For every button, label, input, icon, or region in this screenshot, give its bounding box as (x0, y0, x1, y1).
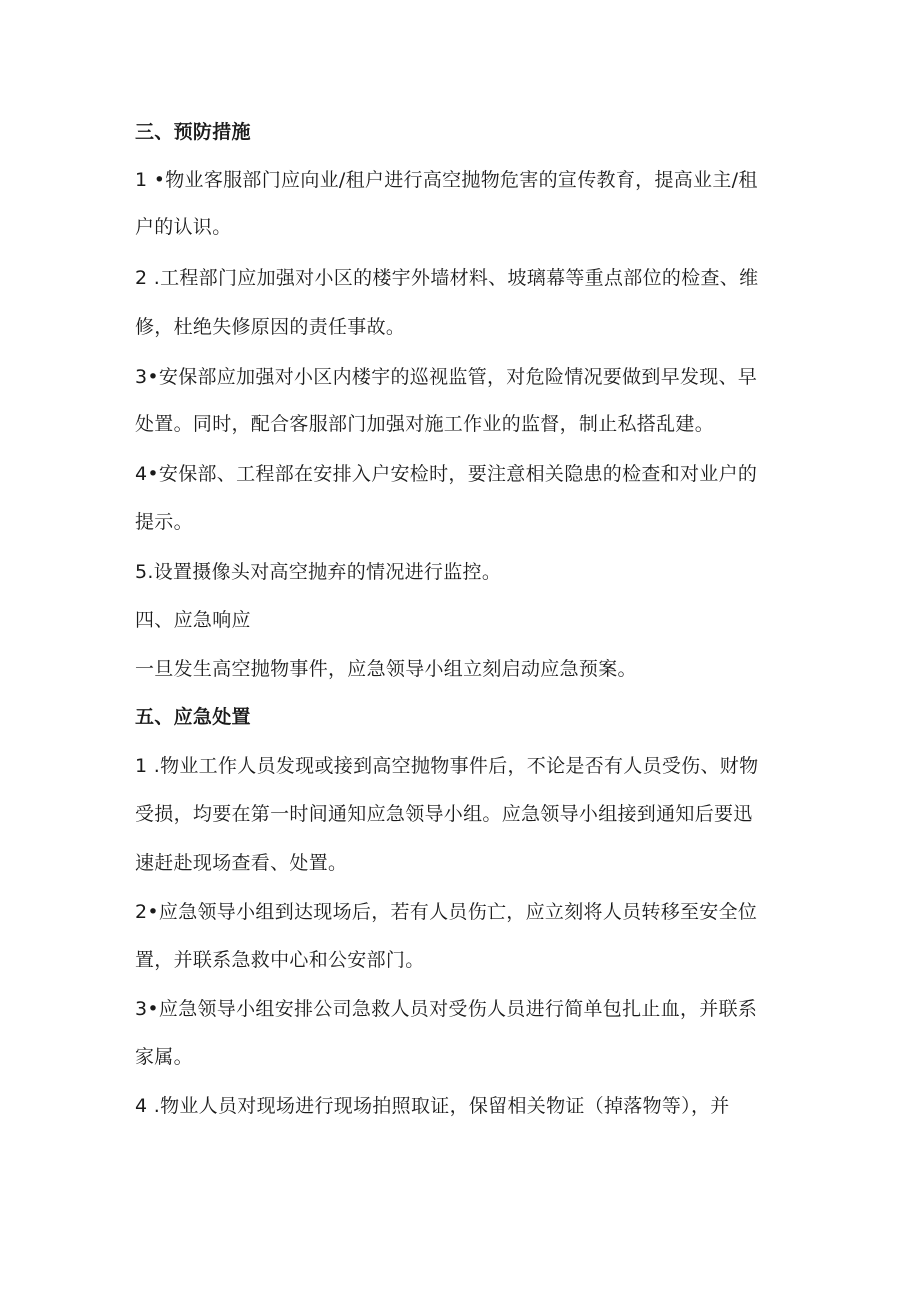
section-5-item-3-line-1: 3•应急领导小组安排公司急救人员对受伤人员进行简单包扎止血，并联系 (135, 998, 758, 1020)
section-5-item-1-line-2: 受损，均要在第一时间通知应急领导小组。应急领导小组接到通知后要迅 (135, 803, 753, 825)
section-5-item-4-line-1: 4 .物业人员对现场进行现场拍照取证，保留相关物证（掉落物等），并 (135, 1095, 730, 1117)
section-5-item-3-line-2: 家属。 (135, 1046, 193, 1068)
section-3-item-4-line-1: 4•安保部、工程部在安排入户安检时，要注意相关隐患的检查和对业户的 (135, 463, 758, 485)
section-3-item-2-line-1: 2 .工程部门应加强对小区的楼宇外墙材料、坡璃幕等重点部位的检查、维 (135, 267, 759, 289)
section-4-heading: 四、应急响应 (135, 609, 251, 631)
section-3-item-2-line-2: 修，杜绝失修原因的责任事故。 (135, 316, 406, 338)
section-5-item-1-line-1: 1 .物业工作人员发现或接到高空抛物事件后，不论是否有人员受伤、财物 (135, 755, 759, 777)
section-3-item-1-line-1: 1 •物业客服部门应向业/租户进行高空抛物危害的宣传教育，提高业主/租 (135, 169, 758, 191)
section-5-item-1-line-3: 速赶赴现场查看、处置。 (135, 852, 348, 874)
section-3-item-3-line-1: 3•安保部应加强对小区内楼宇的巡视监管，对危险情况要做到早发现、早 (135, 366, 758, 388)
section-3-item-1-line-2: 户的认识。 (135, 216, 232, 238)
section-4-body: 一旦发生高空抛物事件，应急领导小组立刻启动应急预案。 (135, 658, 637, 680)
section-5-item-2-line-1: 2•应急领导小组到达现场后，若有人员伤亡，应立刻将人员转移至安全位 (135, 901, 758, 923)
section-3-item-4-line-2: 提示。 (135, 511, 193, 533)
section-3-heading: 三、预防措施 (135, 121, 251, 143)
section-3-item-3-line-2: 处置。同时，配合客服部门加强对施工作业的监督，制止私搭乱建。 (135, 413, 715, 435)
section-5-item-2-line-2: 置，并联系急救中心和公安部门。 (135, 949, 425, 971)
section-5-heading: 五、应急处置 (135, 706, 251, 728)
section-3-item-5-line-1: 5.设置摄像头对高空抛弃的情况进行监控。 (135, 561, 502, 583)
